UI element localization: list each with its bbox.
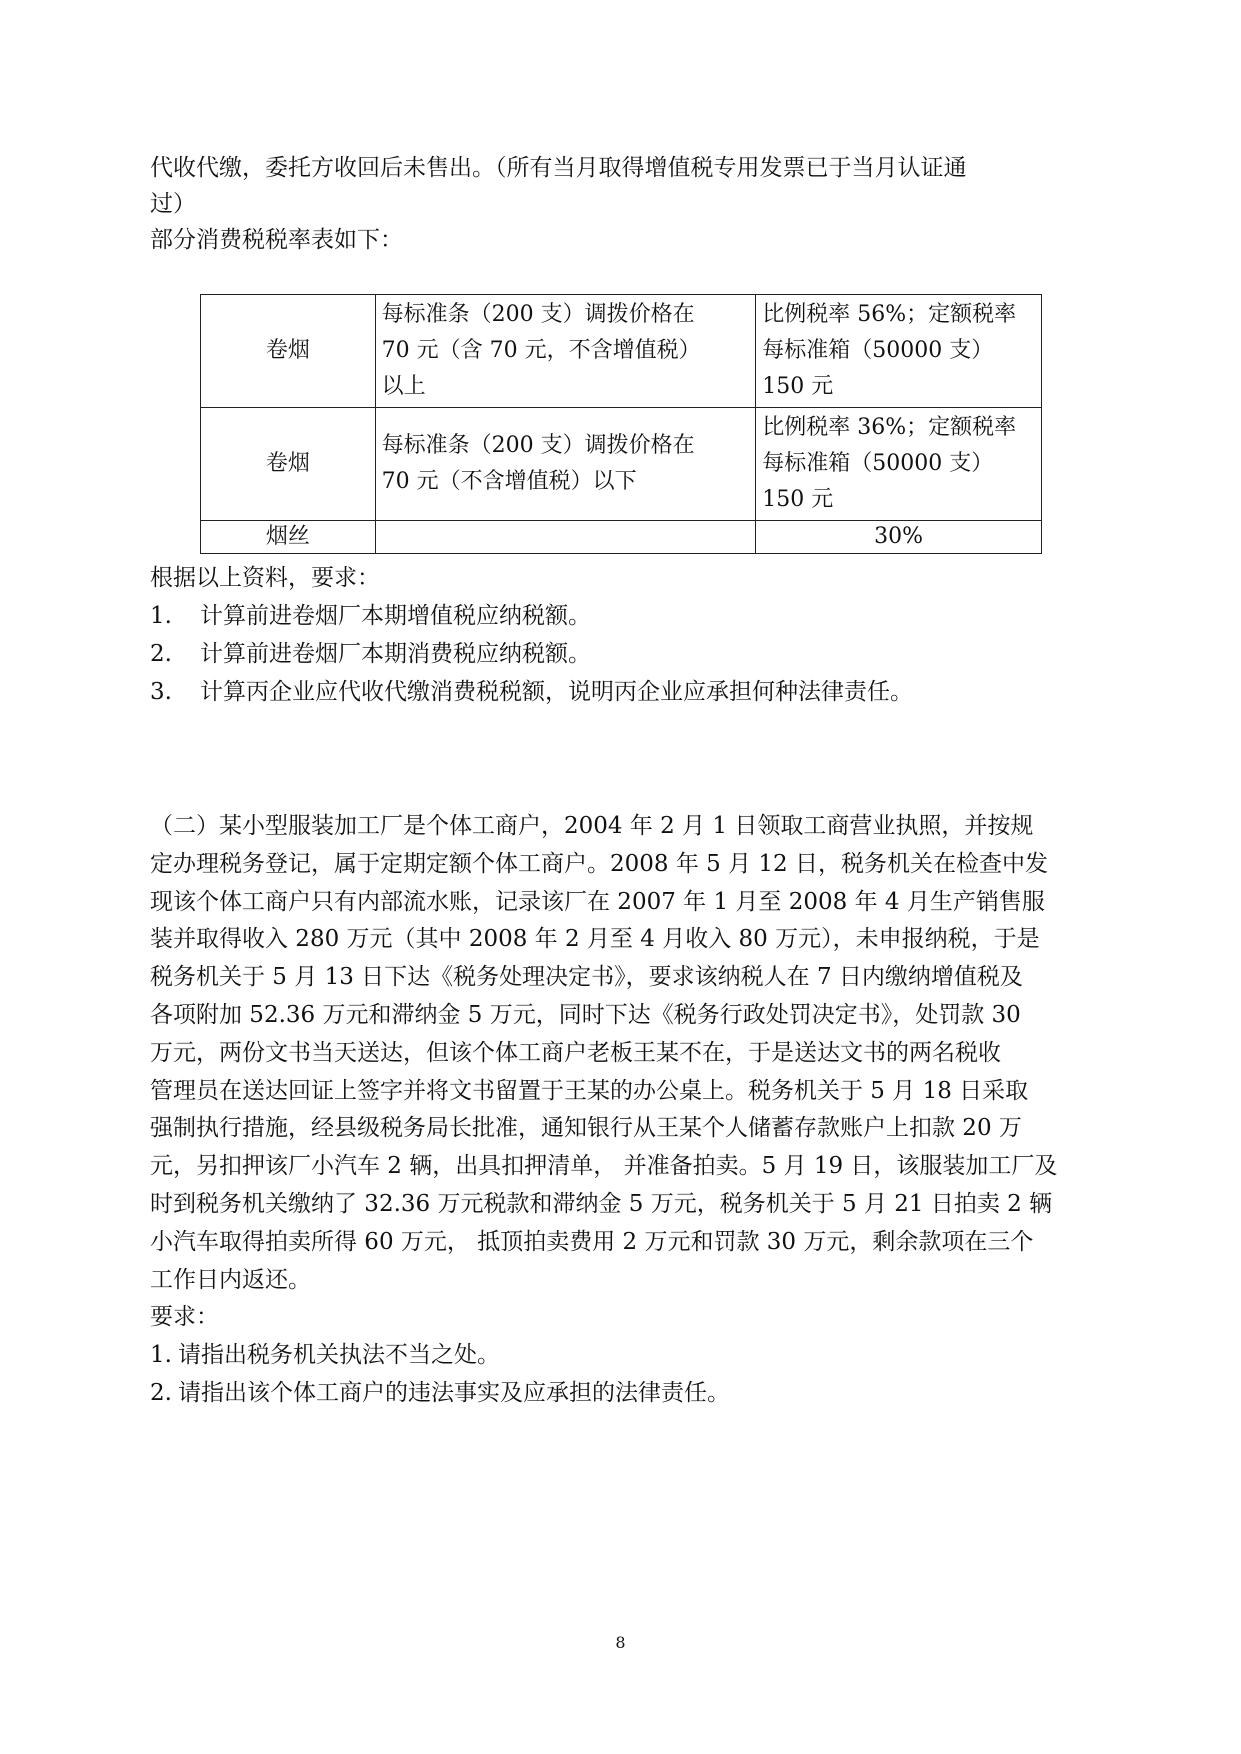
product-cell: 卷烟: [201, 295, 376, 408]
condition-line: 以上: [381, 374, 426, 399]
table-row: [201, 295, 1042, 408]
table-row: [201, 408, 1042, 521]
section-spacer: [150, 712, 1090, 808]
table-row: [201, 521, 1042, 554]
rate-cell: [756, 408, 1042, 521]
rate-line: 150 元: [762, 487, 834, 512]
list-item: [150, 1337, 1090, 1373]
condition-line: 每标准条（200 支）调拨价格在: [381, 302, 695, 327]
list-item: [150, 674, 1090, 710]
page-content: [150, 150, 1090, 1413]
item-number: 2.: [150, 1380, 172, 1407]
case-line: 现该个体工商户只有内部流水账，记录该厂在 2007 年 1 月至 2008 年 4 月生产销售服: [150, 888, 1045, 915]
intro-line-1: 代收代缴，委托方收回后未售出。（所有当月取得增值税专用发票已于当月认证通: [150, 155, 967, 181]
rate-line: 比例税率 56%；定额税率: [762, 302, 1017, 327]
case-line: 管理员在送达回证上签字并将文书留置于王某的办公桌上。税务机关于 5 月 18 日采取: [150, 1077, 1029, 1104]
condition-cell: [375, 295, 756, 408]
requirements-list: [150, 1337, 1090, 1411]
case-line: 小汽车取得拍卖所得 60 万元， 抵顶拍卖费用 2 万元和罚款 30 万元，剩余款项在三个: [150, 1228, 1034, 1255]
item-number: 3.: [150, 679, 172, 705]
condition-line: 每标准条（200 支）调拨价格在: [381, 433, 695, 458]
case-line: 元，另扣押该厂小汽车 2 辆，出具扣押清单， 并准备拍卖。5 月 19 日，该服装加工厂及: [150, 1153, 1058, 1180]
rate-cell: [756, 295, 1042, 408]
condition-line: 70 元（不含增值税）以下: [381, 469, 637, 494]
case-line: 强制执行措施，经县级税务局长批准，通知银行从王某个人储蓄存款账户上扣款 20 万: [150, 1115, 1022, 1142]
item-text: 请指出该个体工商户的违法事实及应承担的法律责任。: [178, 1380, 730, 1407]
requirements-list: [150, 598, 1090, 710]
item-text: 计算丙企业应代收代缴消费税税额，说明丙企业应承担何种法律责任。: [200, 679, 913, 705]
item-number: 1.: [150, 603, 172, 629]
case-line: 万元，两份文书当天送达，但该个体工商户老板王某不在，于是送达文书的两名税收: [150, 1039, 1001, 1066]
product-cell: 烟丝: [201, 521, 376, 554]
item-number: 1.: [150, 1342, 172, 1369]
page-number: 8: [615, 1633, 626, 1652]
consumption-tax-rate-table: [200, 294, 1042, 554]
case-line: 各项附加 52.36 万元和滞纳金 5 万元，同时下达《税务行政处罚决定书》，处罚款 30: [150, 1001, 1021, 1028]
condition-cell: [375, 408, 756, 521]
list-item: [150, 636, 1090, 672]
list-item: [150, 1375, 1090, 1411]
item-number: 2.: [150, 641, 172, 667]
case-two-section: [150, 808, 1090, 1411]
rate-line: 比例税率 36%；定额税率: [762, 415, 1017, 440]
rate-line: 每标准箱（50000 支）: [762, 451, 994, 476]
intro-line-3: 部分消费税税率表如下：: [150, 227, 403, 253]
case-line: （二）某小型服装加工厂是个体工商户，2004 年 2 月 1 日领取工商营业执照，并按规: [150, 813, 1034, 839]
case-line: 定办理税务登记，属于定期定额个体工商户。2008 年 5 月 12 日，税务机关在检查中发: [150, 850, 1048, 877]
item-text: 请指出税务机关执法不当之处。: [178, 1342, 500, 1369]
item-text: 计算前进卷烟厂本期消费税应纳税额。: [200, 641, 591, 667]
condition-cell: [375, 521, 756, 554]
case-line: 税务机关于 5 月 13 日下达《税务处理决定书》，要求该纳税人在 7 日内缴纳增值税及: [150, 964, 1023, 991]
intro-line-2: 过）: [150, 191, 196, 217]
rate-line: 每标准箱（50000 支）: [762, 338, 994, 363]
requirements-heading: 要求：: [150, 1304, 219, 1331]
requirements-heading: 根据以上资料，要求：: [150, 565, 380, 591]
rate-line: 150 元: [762, 374, 834, 399]
list-item: [150, 598, 1090, 634]
case-line: 工作日内返还。: [150, 1266, 311, 1293]
case-line: 装并取得收入 280 万元（其中 2008 年 2 月至 4 月收入 80 万元），未申报纳税，于是: [150, 926, 1040, 953]
case-line: 时到税务机关缴纳了 32.36 万元税款和滞纳金 5 万元，税务机关于 5 月 21 日拍卖 2 辆: [150, 1190, 1053, 1217]
rate-cell: 30%: [756, 521, 1042, 554]
item-text: 计算前进卷烟厂本期增值税应纳税额。: [200, 603, 591, 629]
product-cell: 卷烟: [201, 408, 376, 521]
condition-line: 70 元（含 70 元，不含增值税）: [381, 338, 701, 363]
